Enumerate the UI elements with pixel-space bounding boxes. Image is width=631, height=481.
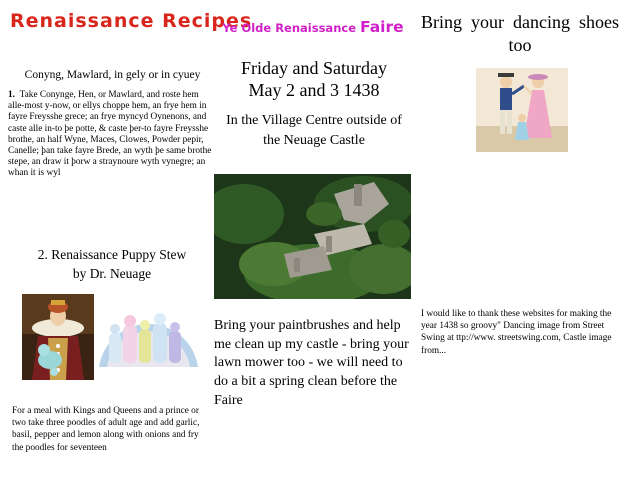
recipe1-number: 1. <box>8 90 15 100</box>
recipes-heading: Renaissance Recipes <box>10 10 253 32</box>
recipe1-title: Conyng, Mawlard, in gely or in cyuey <box>24 69 201 81</box>
dancing-couple-image <box>476 68 568 152</box>
recipe1-body <box>8 90 213 180</box>
queen-portrait-image <box>22 294 94 380</box>
recipe2-title <box>12 245 212 283</box>
recipe2-title-line2: by Dr. Neuage <box>72 266 152 281</box>
recipe1-text: Take Conynge, Hen, or Mawlard, and roste hem alle-most y-now, or ellys choppe hem, an frye hem in fayre Freysshe grece; an frye myncyd Oynenons, and caste alle in-to þe potte, & caste þer-to fayre Freysshe brothe, an half Wyne, Maces, Clowes, Powder pepir, Canelle; þan take fayre Brede, an wyth þe same brothe stepe, an draw it þorw a straynoure wyth vynegre; an whan it is wyl <box>8 90 212 179</box>
dancing-shoes-text: Bring your dancing shoes too <box>421 12 619 55</box>
castle-ruins-image <box>214 174 411 299</box>
faire-title <box>218 18 408 36</box>
event-dates-line1: Friday and Saturday <box>241 58 387 78</box>
event-dates-line2: May 2 and 3 1438 <box>248 80 380 100</box>
event-dates <box>214 57 414 101</box>
event-location-line1: In the Village Centre outside of <box>226 113 402 128</box>
poodles-image <box>97 311 200 367</box>
puppy-stew-recipe-text: For a meal with Kings and Queens and a prince or two take three poodles of adult age and add garlic, basil, pepper and lemon along with onions and fry the poodles for seventeen <box>12 406 200 453</box>
credits-text: I would like to thank these websites for making the year 1438 so groovy" Dancing image from Street Swing at ttp://www. streetswing.com, Castle image from... <box>421 309 612 356</box>
event-location <box>214 111 414 151</box>
event-location-line2: the Neuage Castle <box>263 133 365 148</box>
paintbrushes-text: Bring your paintbrushes and help me clean up my castle - bring your lawn mower too - we will need to do a bit a spring clean before the Faire <box>214 318 409 408</box>
faire-title-small: Ye Olde Renaissance <box>222 21 361 35</box>
faire-title-big: Faire <box>360 18 404 36</box>
recipe2-title-line1: 2. Renaissance Puppy Stew <box>37 247 187 262</box>
